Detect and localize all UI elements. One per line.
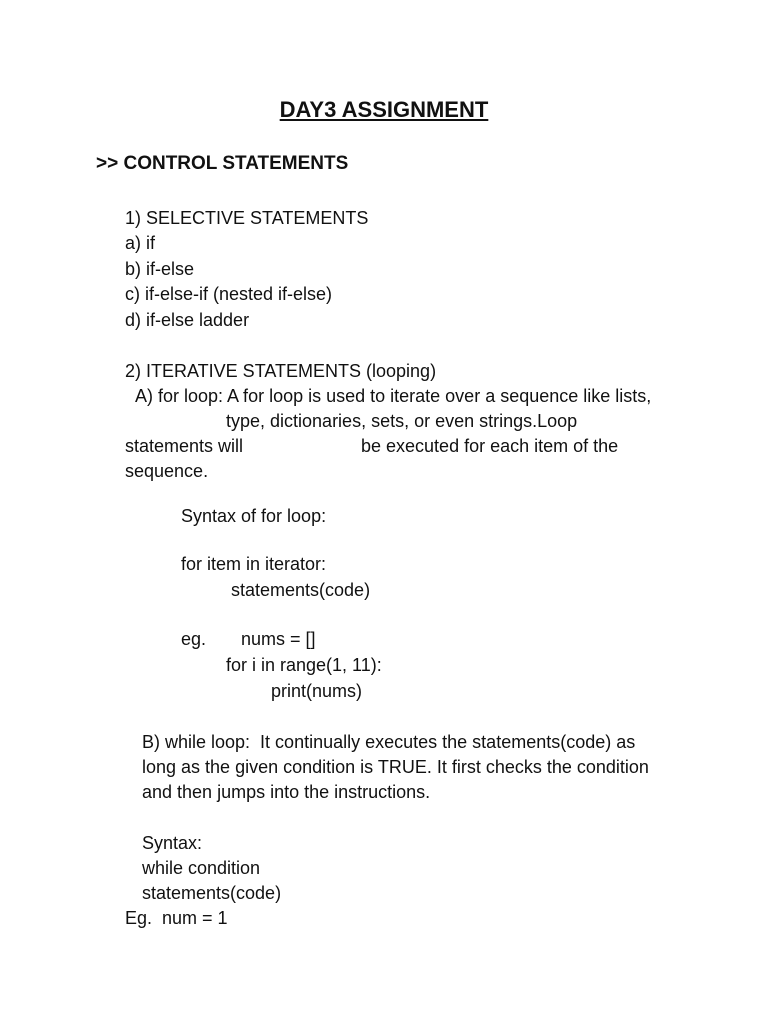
list-item: d) if-else ladder — [125, 310, 250, 330]
while-loop-text: long as the given condition is TRUE. It first checks the condition — [142, 757, 649, 777]
for-loop-text: be executed for each item of the — [361, 436, 619, 456]
example-label: eg. — [181, 629, 207, 649]
while-loop-text: B) while loop: It continually executes the statements(code) as — [142, 732, 636, 752]
code-line: print(nums) — [271, 681, 363, 701]
code-line: Eg. num = 1 — [125, 908, 228, 928]
code-line: while condition — [142, 858, 261, 878]
code-line: for item in iterator: — [181, 554, 327, 574]
for-loop-text: statements will — [125, 436, 244, 456]
code-line: for i in range(1, 11): — [226, 655, 382, 675]
code-line: statements(code) — [142, 883, 282, 903]
iterative-heading: 2) ITERATIVE STATEMENTS (looping) — [125, 361, 437, 381]
selective-heading: 1) SELECTIVE STATEMENTS — [125, 208, 369, 228]
syntax-label: Syntax: — [142, 833, 203, 853]
list-item: c) if-else-if (nested if-else) — [125, 284, 333, 304]
for-loop-text: type, dictionaries, sets, or even strings.Loop — [226, 411, 578, 431]
document-title: DAY3 ASSIGNMENT — [279, 97, 489, 122]
syntax-label: Syntax of for loop: — [181, 506, 327, 526]
list-item: b) if-else — [125, 259, 195, 279]
code-line: statements(code) — [231, 580, 371, 600]
for-loop-text: sequence. — [125, 461, 209, 481]
code-line: nums = [] — [241, 629, 316, 649]
for-loop-text: A) for loop: A for loop is used to iterate over a sequence like lists, — [135, 386, 652, 406]
section-heading: >> CONTROL STATEMENTS — [96, 153, 349, 174]
list-item: a) if — [125, 233, 156, 253]
while-loop-text: and then jumps into the instructions. — [142, 782, 431, 802]
